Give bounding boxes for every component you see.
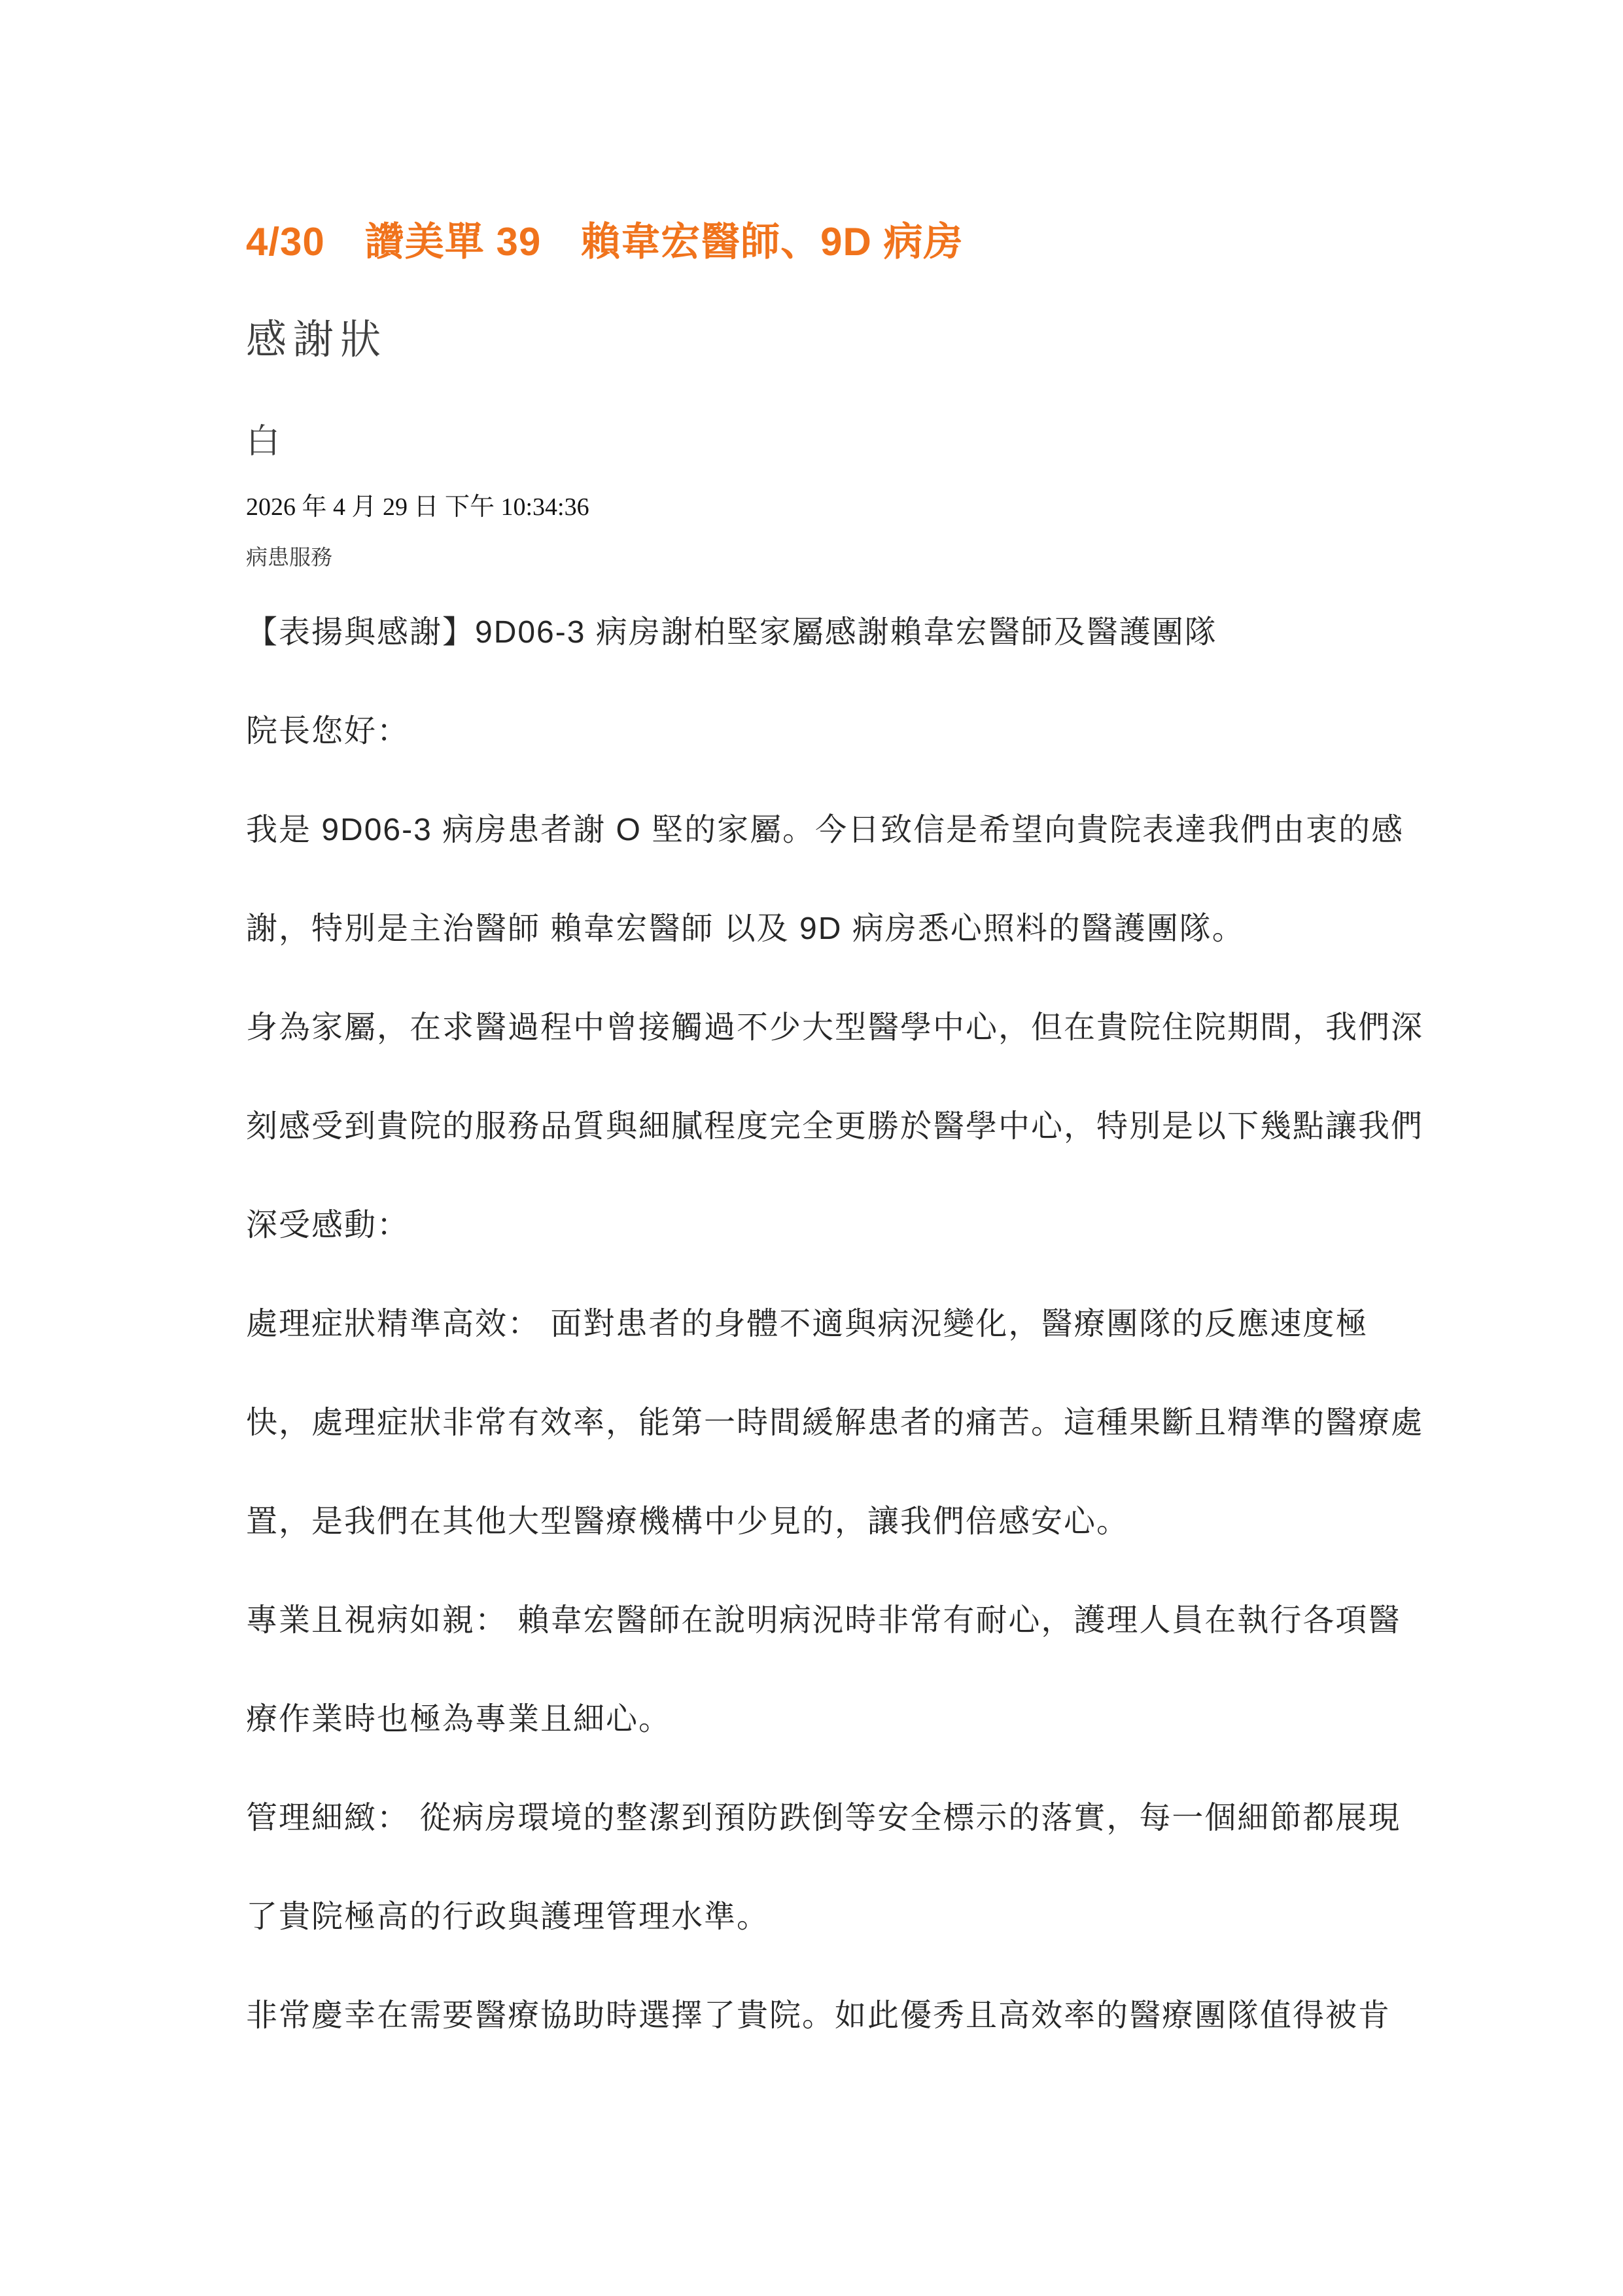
letter-body-line: 快，處理症狀非常有效率，能第一時間緩解患者的痛苦。這種果斷且精準的醫療處 xyxy=(246,1405,1424,1440)
letter-datetime: 2026 年 4 月 29 日 下午 10:34:36 xyxy=(246,493,589,521)
letter-greeting: 院長您好： xyxy=(246,714,410,749)
letter-body-line: 我是 9D06-3 病房患者謝 O 堅的家屬。今日致信是希望向貴院表達我們由衷的感 xyxy=(246,813,1405,847)
letter-body-line: 刻感受到貴院的服務品質與細膩程度完全更勝於醫學中心，特別是以下幾點讓我們 xyxy=(246,1109,1424,1144)
letter-body-line: 專業且視病如親： 賴韋宏醫師在說明病況時非常有耐心，護理人員在執行各項醫 xyxy=(246,1603,1401,1638)
letter-body-line: 非常慶幸在需要醫療協助時選擇了貴院。如此優秀且高效率的醫療團隊值得被肯 xyxy=(246,1998,1391,2033)
letter-body xyxy=(246,583,1424,2065)
letter-body-line: 療作業時也極為專業且細心。 xyxy=(246,1702,672,1737)
letter-body-line: 了貴院極高的行政與護理管理水準。 xyxy=(246,1899,770,1934)
document-title: 4/30 讚美單 39 賴韋宏醫師、9D 病房 xyxy=(246,220,964,264)
document-content xyxy=(246,0,1424,2065)
letter-subject: 【表揚與感謝】9D06-3 病房謝柏堅家屬感謝賴韋宏醫師及醫護團隊 xyxy=(246,615,1217,650)
letter-heading: 感謝狀 xyxy=(246,317,388,362)
letter-body-line: 謝，特別是主治醫師 賴韋宏醫師 以及 9D 病房悉心照料的醫護團隊。 xyxy=(246,911,1245,946)
letter-body-line: 身為家屬，在求醫過程中曾接觸過不少大型醫學中心，但在貴院住院期間，我們深 xyxy=(246,1010,1424,1045)
letter-body-line: 深受感動： xyxy=(246,1208,410,1243)
letter-body-line: 置，是我們在其他大型醫療機構中少見的，讓我們倍感安心。 xyxy=(246,1504,1130,1539)
sender-name: 白 xyxy=(246,423,281,461)
letter-body-line: 處理症狀精準高效： 面對患者的身體不適與病況變化，醫療團隊的反應速度極 xyxy=(246,1307,1369,1341)
letter-category: 病患服務 xyxy=(246,545,332,569)
letter-body-line: 管理細緻： 從病房環境的整潔到預防跌倒等安全標示的落實，每一個細節都展現 xyxy=(246,1801,1401,1835)
